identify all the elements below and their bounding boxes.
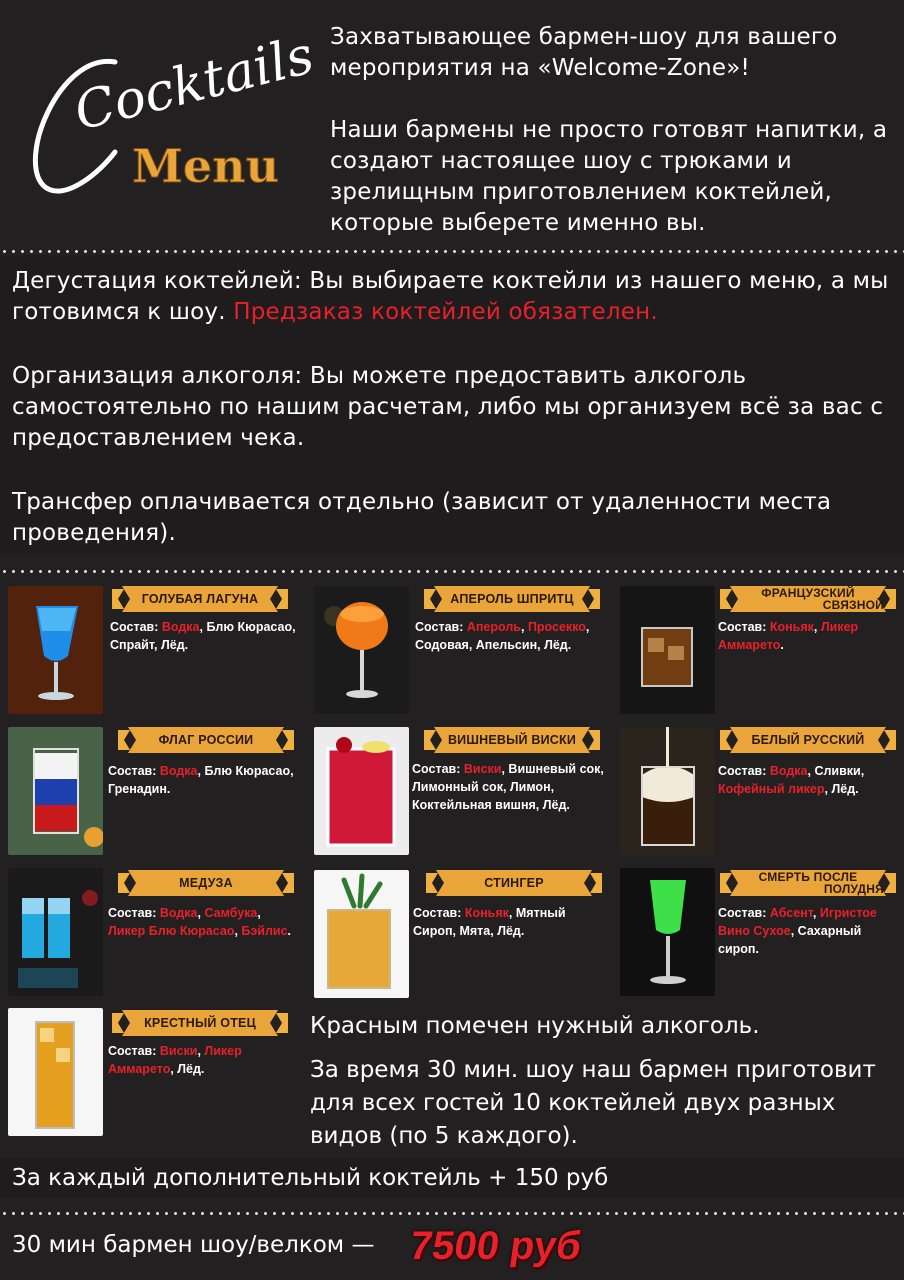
cocktails-menu-logo xyxy=(20,22,320,202)
cocktail-name: ВИШНЕВЫЙ ВИСКИ xyxy=(447,733,577,747)
other-ingredients: , Сливки, xyxy=(807,764,865,778)
transfer-paragraph: Трансфер оплачивается отдельно (зависит от удаленности места проведения). xyxy=(12,489,832,546)
cocktail-name-line: ФРАНЦУЗСКИЙ xyxy=(761,586,855,600)
alcohol-ingredient: Кофейный ликер xyxy=(718,782,825,796)
alcohol-ingredient: Коньяк xyxy=(769,620,814,634)
composition-label: Состав: xyxy=(110,620,159,634)
cocktail-banner xyxy=(424,586,600,612)
other-ingredients: . xyxy=(287,924,292,938)
aperol-spritz-photo xyxy=(314,586,409,714)
cocktail-name: БЕЛЫЙ РУССКИЙ xyxy=(751,733,865,747)
other-ingredients: , Вишневый сок, Лимонный сок, Лимон, Коктейльная вишня, Лёд. xyxy=(412,762,604,812)
other-ingredients: , Содовая, Апельсин, Лёд. xyxy=(415,620,590,652)
intro-paragraph-2: Наши бармены не просто готовят напитки, а создают настоящее шоу с трюками и зрелищным приготовлением коктейлей, которые выберете именно вы. xyxy=(330,117,888,236)
logo-script-text: Cocktails xyxy=(68,25,320,143)
tasting-text: Дегустация коктейлей: Вы выбираете коктейли из нашего меню, а мы готовимся к шоу. xyxy=(12,268,889,325)
stinger-photo xyxy=(314,870,409,998)
cocktail-name: ГОЛУБАЯ ЛАГУНА xyxy=(141,592,259,606)
cocktail-composition: Состав: Водка, Самбука, Ликер Блю Кюрасао, Бэйлис. xyxy=(108,906,292,938)
cocktail-composition xyxy=(718,762,898,798)
cocktail-composition xyxy=(110,618,315,654)
cocktail-name xyxy=(732,870,884,896)
death-in-the-afternoon-photo xyxy=(620,868,715,996)
composition-label: Состав: xyxy=(718,906,767,920)
cocktail-composition xyxy=(108,762,313,798)
alcohol-ingredient: Ликер Блю Кюрасао xyxy=(108,924,235,938)
alcohol-ingredient: Водка xyxy=(159,906,198,920)
cocktail-composition: Состав: Абсент, Игристое Вино Сухое, Сахарный сироп. xyxy=(718,906,877,956)
cocktail-banner xyxy=(112,1010,288,1036)
cocktail-name xyxy=(732,586,884,612)
alcohol-paragraph: Организация алкоголя: Вы можете предоставить алкоголь самостоятельно по нашим расчетам, либо мы организуем всё за вас с предоставлением чека. xyxy=(12,363,884,451)
other-ingredients: , Сахарный сироп. xyxy=(718,924,862,956)
blue-lagoon-photo xyxy=(8,586,103,714)
intro-paragraph-1: Захватывающее бармен-шоу для вашего мероприятия на «Welcome-Zone»! xyxy=(330,24,838,81)
alcohol-ingredient: Игристое Вино Сухое xyxy=(718,906,877,938)
cocktail-name-line: ПОЛУДНЯ xyxy=(823,882,884,896)
alcohol-ingredient: Бэйлис xyxy=(241,924,288,938)
alcohol-ingredient: Ликер Аммарето xyxy=(108,1044,242,1076)
logo-menu-word: Menu xyxy=(132,139,280,193)
other-ingredients: , Лёд. xyxy=(170,1062,205,1076)
other-ingredients: , Блю Кюрасао, Спрайт, Лёд. xyxy=(110,620,296,652)
russian-flag-photo xyxy=(8,727,103,855)
alcohol-ingredient: Абсент xyxy=(769,906,813,920)
cocktail-composition: Состав: Виски, Ликер Аммарето, Лёд. xyxy=(108,1044,242,1076)
cocktail-name: МЕДУЗА xyxy=(179,876,233,890)
cocktail-banner xyxy=(720,586,896,612)
cocktail-banner xyxy=(426,870,602,896)
alcohol-ingredient: Водка xyxy=(769,764,808,778)
extra-cocktail-price-note: За каждый дополнительный коктейль + 150 руб xyxy=(12,1165,609,1191)
composition-label: Состав: xyxy=(718,764,767,778)
dotted-divider xyxy=(0,250,904,253)
alcohol-ingredient: Самбука xyxy=(204,906,258,920)
alcohol-ingredient: Виски xyxy=(159,1044,198,1058)
cocktail-composition xyxy=(412,760,617,814)
cocktail-composition: Состав: Коньяк, Ликер Аммарето. xyxy=(718,620,859,652)
alcohol-ingredient: Ликер Аммарето xyxy=(718,620,859,652)
cocktail-name-line: СМЕРТЬ ПОСЛЕ xyxy=(758,870,858,884)
preorder-required-text: Предзаказ коктейлей обязателен. xyxy=(233,299,658,325)
other-ingredients: , Мятный Сироп, Мята, Лёд. xyxy=(413,906,566,938)
cocktail-composition xyxy=(413,904,603,940)
red-marked-note: Красным помечен нужный алкоголь. xyxy=(310,1013,760,1039)
cocktail-banner xyxy=(720,870,896,896)
dotted-divider xyxy=(0,570,904,573)
composition-label: Состав: xyxy=(108,764,157,778)
composition-label: Состав: xyxy=(415,620,464,634)
price-value: 7500 руб xyxy=(406,1224,585,1268)
price-label: 30 мин бармен шоу/велком — xyxy=(12,1232,375,1258)
cocktail-banner xyxy=(118,727,294,753)
cocktail-name-line: СВЯЗНОЙ xyxy=(822,598,884,612)
alcohol-ingredient: Водка xyxy=(161,620,200,634)
cocktail-name: ФЛАГ РОССИИ xyxy=(158,733,254,747)
godfather-photo xyxy=(8,1008,103,1136)
cherry-whiskey-photo xyxy=(314,727,409,855)
dotted-divider xyxy=(0,1212,904,1215)
other-ingredients: . xyxy=(780,638,784,652)
alcohol-ingredient: Водка xyxy=(159,764,198,778)
cocktail-banner xyxy=(118,870,294,896)
other-ingredients: , Лёд. xyxy=(824,782,859,796)
cocktail-name: СТИНГЕР xyxy=(484,876,544,890)
tasting-paragraph xyxy=(12,266,892,328)
composition-label: Состав: xyxy=(108,1044,157,1058)
medusa-photo xyxy=(8,868,103,996)
white-russian-photo xyxy=(620,727,715,855)
composition-label: Состав: xyxy=(412,762,461,776)
other-ingredients: , Блю Кюрасао, Гренадин. xyxy=(108,764,294,796)
composition-label: Состав: xyxy=(413,906,462,920)
show-description: За время 30 мин. шоу наш бармен приготовит для всех гостей 10 коктейлей двух разных видов (по 5 каждого). xyxy=(310,1057,876,1149)
alcohol-ingredient: Апероль xyxy=(466,620,521,634)
cocktail-name: КРЕСТНЫЙ ОТЕЦ xyxy=(144,1016,256,1030)
cocktail-name: АПЕРОЛЬ ШПРИТЦ xyxy=(450,592,574,606)
cocktail-composition: Состав: Апероль, Просекко, Содовая, Апельсин, Лёд. xyxy=(415,620,590,652)
alcohol-ingredient: Просекко xyxy=(527,620,586,634)
french-connection-photo xyxy=(620,586,715,714)
composition-label: Состав: xyxy=(108,906,157,920)
cocktail-banner xyxy=(112,586,288,612)
alcohol-ingredient: Коньяк xyxy=(464,906,509,920)
cocktail-banner xyxy=(720,727,896,753)
alcohol-ingredient: Виски xyxy=(463,762,502,776)
cocktail-banner xyxy=(424,727,600,753)
composition-label: Состав: xyxy=(718,620,767,634)
